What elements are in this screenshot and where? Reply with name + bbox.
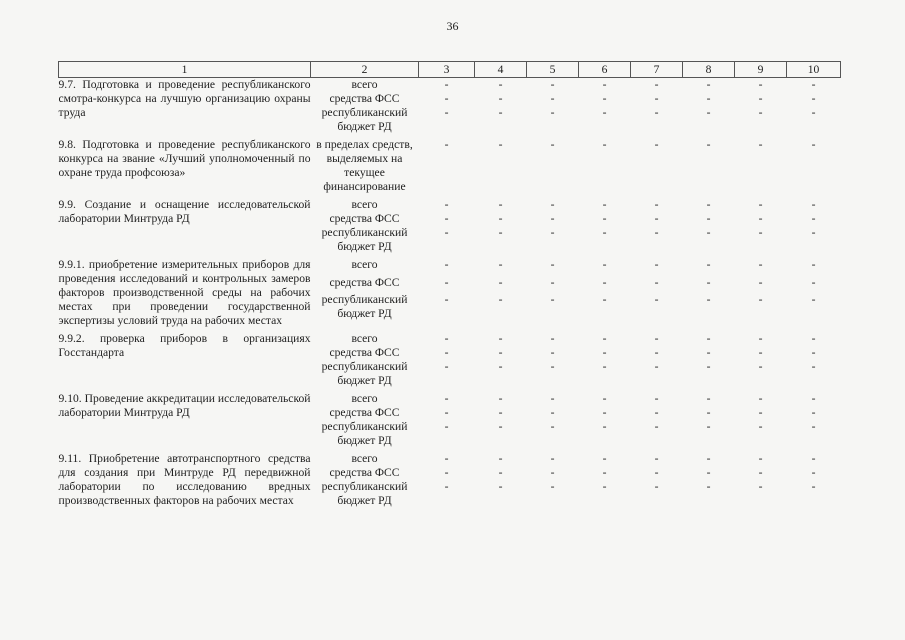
table-cell: - (654, 106, 659, 119)
table-cell: - (654, 212, 659, 225)
table-cell: - (602, 92, 607, 105)
funding-source: средства ФСС (329, 212, 400, 225)
table-cell: - (811, 258, 816, 271)
funding-source: республиканский бюджет РД (321, 420, 408, 447)
table-cell: - (811, 392, 816, 405)
table-cell: - (602, 275, 607, 289)
table-cell: - (550, 138, 555, 151)
table-cell: - (811, 92, 816, 105)
header-row (59, 62, 841, 78)
column-header: 8 (683, 62, 735, 78)
table-cell: - (444, 293, 449, 306)
table-cell: - (811, 360, 816, 373)
table-cell: - (758, 332, 763, 345)
table-cell: - (602, 480, 607, 493)
table-row (59, 198, 841, 212)
funding-source: республиканский бюджет РД (321, 226, 408, 253)
table-cell: - (498, 258, 503, 271)
table-cell: - (811, 106, 816, 119)
funding-source: средства ФСС (329, 406, 400, 419)
table-cell: - (444, 406, 449, 419)
table-cell: - (550, 293, 555, 306)
table-cell: - (706, 78, 711, 91)
table-cell: - (444, 106, 449, 119)
table-cell: - (602, 106, 607, 119)
funding-source: республиканский бюджет РД (321, 360, 408, 387)
table-cell: - (654, 452, 659, 465)
table-cell: - (602, 466, 607, 479)
table-row (59, 258, 841, 276)
column-header: 1 (59, 62, 311, 78)
table-cell: - (758, 406, 763, 419)
table-cell: - (550, 212, 555, 225)
table-cell: - (758, 258, 763, 271)
table-cell: - (550, 275, 555, 289)
page-number: 36 (446, 19, 459, 33)
table-cell: - (444, 452, 449, 465)
table-cell: - (758, 420, 763, 433)
table-cell: - (602, 392, 607, 405)
column-header: 10 (787, 62, 841, 78)
table-cell: - (758, 212, 763, 225)
measure-description: 9.9.2. проверка приборов в организациях Госстандарта (58, 332, 311, 359)
column-header: 9 (735, 62, 787, 78)
table-cell: - (602, 78, 607, 91)
table-cell: - (602, 212, 607, 225)
table-cell: - (444, 466, 449, 479)
table-cell: - (811, 332, 816, 345)
table-cell: - (758, 78, 763, 91)
table-cell: - (811, 275, 816, 289)
table-cell: - (498, 332, 503, 345)
table-row (59, 332, 841, 346)
table-cell: - (758, 392, 763, 405)
table-cell: - (654, 360, 659, 373)
measure-description: 9.9. Создание и оснащение исследовательской лаборатории Минтруда РД (58, 198, 311, 225)
table-cell: - (706, 198, 711, 211)
table-cell: - (550, 420, 555, 433)
table-cell: - (444, 346, 449, 359)
table-cell: - (811, 293, 816, 306)
table-cell: - (758, 346, 763, 359)
funding-source: республиканский бюджет РД (321, 293, 408, 320)
table-cell: - (811, 78, 816, 91)
table-cell: - (758, 226, 763, 239)
table-cell: - (811, 420, 816, 433)
table-cell: - (811, 406, 816, 419)
table-cell: - (654, 406, 659, 419)
table-cell: - (706, 275, 711, 289)
table-cell: - (758, 275, 763, 289)
table-cell: - (602, 258, 607, 271)
table-cell: - (654, 78, 659, 91)
table-cell: - (654, 466, 659, 479)
table-cell: - (498, 420, 503, 433)
table-cell: - (706, 406, 711, 419)
table-cell: - (811, 452, 816, 465)
funding-source: всего (351, 78, 378, 91)
table-cell: - (602, 346, 607, 359)
table-cell: - (444, 332, 449, 345)
table-cell: - (498, 452, 503, 465)
table-cell: - (498, 406, 503, 419)
table-cell: - (602, 406, 607, 419)
table-cell: - (758, 293, 763, 306)
table-cell: - (550, 480, 555, 493)
table-cell: - (811, 466, 816, 479)
table-cell: - (706, 258, 711, 271)
table-cell: - (706, 452, 711, 465)
table-cell: - (498, 346, 503, 359)
table-cell: - (654, 258, 659, 271)
table-cell: - (811, 198, 816, 211)
table-cell: - (654, 332, 659, 345)
table-cell: - (498, 212, 503, 225)
table-cell: - (758, 360, 763, 373)
table-cell: - (550, 332, 555, 345)
table-body (59, 78, 841, 509)
table-cell: - (654, 226, 659, 239)
table-cell: - (550, 106, 555, 119)
table-cell: - (706, 293, 711, 306)
table-cell: - (706, 360, 711, 373)
table-cell: - (444, 480, 449, 493)
table-cell: - (498, 106, 503, 119)
measure-description: 9.9.1. приобретение измерительных приборов для проведения исследований и контрольных замеров факторов производственной среды на рабочих местах при проведении государственной экспертизы условий труда на рабочих местах (58, 258, 311, 327)
table-cell: - (706, 226, 711, 239)
table-cell: - (550, 360, 555, 373)
table-cell: - (811, 226, 816, 239)
table-cell: - (654, 198, 659, 211)
table-cell: - (444, 226, 449, 239)
table-cell: - (550, 346, 555, 359)
funding-source: всего (351, 198, 378, 211)
funding-source: в пределах средств, выделяемых на текущее финансирование (316, 138, 413, 193)
funding-source: средства ФСС (329, 275, 400, 289)
table-cell: - (444, 198, 449, 211)
column-header: 6 (579, 62, 631, 78)
table-cell: - (602, 452, 607, 465)
table-cell: - (811, 480, 816, 493)
funding-source: республиканский бюджет РД (321, 106, 408, 133)
column-header: 7 (631, 62, 683, 78)
table-cell: - (758, 198, 763, 211)
funding-source: средства ФСС (329, 346, 400, 359)
table-cell: - (550, 226, 555, 239)
table-cell: - (444, 92, 449, 105)
table-cell: - (706, 346, 711, 359)
table-cell: - (758, 92, 763, 105)
table-cell: - (758, 466, 763, 479)
funding-source: республиканский бюджет РД (321, 480, 408, 507)
table-cell: - (811, 138, 816, 151)
table-cell: - (550, 258, 555, 271)
table-cell: - (602, 138, 607, 151)
table-cell: - (444, 138, 449, 151)
table-cell: - (654, 138, 659, 151)
table-cell: - (498, 138, 503, 151)
table-row (59, 452, 841, 466)
table-cell: - (444, 275, 449, 289)
table-cell: - (706, 138, 711, 151)
column-header: 2 (311, 62, 419, 78)
table-cell: - (498, 226, 503, 239)
table-row (59, 78, 841, 93)
column-header: 4 (475, 62, 527, 78)
table-cell: - (444, 258, 449, 271)
table-cell: - (654, 392, 659, 405)
measure-description: 9.10. Проведение аккредитации исследовательской лаборатории Минтруда РД (58, 392, 311, 419)
funding-source: всего (351, 332, 378, 345)
table-cell: - (811, 346, 816, 359)
funding-source: средства ФСС (329, 92, 400, 105)
table-cell: - (498, 466, 503, 479)
table-cell: - (550, 452, 555, 465)
funding-source: всего (351, 258, 378, 271)
measure-description: 9.11. Приобретение автотранспортного средства для создания при Минтруде РД передвижной лаборатории по исследованию вредных производственных факторов на рабочих местах (58, 452, 311, 507)
financing-table (58, 61, 841, 508)
funding-source: средства ФСС (329, 466, 400, 479)
table-cell: - (498, 78, 503, 91)
table-cell: - (706, 466, 711, 479)
table-cell: - (444, 360, 449, 373)
table-cell: - (758, 106, 763, 119)
table-cell: - (550, 466, 555, 479)
table-row (59, 392, 841, 406)
table-cell: - (654, 346, 659, 359)
table-cell: - (444, 420, 449, 433)
table-cell: - (706, 420, 711, 433)
funding-source: всего (351, 452, 378, 465)
table-cell: - (444, 212, 449, 225)
table-cell: - (602, 293, 607, 306)
table-cell: - (602, 420, 607, 433)
table-cell: - (498, 392, 503, 405)
table-cell: - (654, 420, 659, 433)
table-cell: - (550, 198, 555, 211)
table-cell: - (550, 78, 555, 91)
table-cell: - (498, 293, 503, 306)
table-cell: - (758, 480, 763, 493)
table-cell: - (550, 392, 555, 405)
table-cell: - (706, 106, 711, 119)
table-cell: - (811, 212, 816, 225)
table-cell: - (444, 78, 449, 91)
table-cell: - (654, 275, 659, 289)
column-header: 5 (527, 62, 579, 78)
column-header: 3 (419, 62, 475, 78)
table-cell: - (550, 92, 555, 105)
table-cell: - (602, 332, 607, 345)
table-cell: - (706, 332, 711, 345)
table-row (59, 138, 841, 194)
table-cell: - (498, 275, 503, 289)
table-cell: - (654, 480, 659, 493)
table-cell: - (706, 212, 711, 225)
table-cell: - (706, 480, 711, 493)
table-cell: - (706, 392, 711, 405)
table-cell: - (758, 138, 763, 151)
table-cell: - (444, 392, 449, 405)
table-cell: - (498, 360, 503, 373)
table-cell: - (602, 198, 607, 211)
table-cell: - (602, 226, 607, 239)
table-cell: - (602, 360, 607, 373)
table-cell: - (654, 293, 659, 306)
funding-source: всего (351, 392, 378, 405)
measure-description: 9.7. Подготовка и проведение республиканского смотра-конкурса на лучшую организацию охраны труда (58, 78, 311, 119)
measure-description: 9.8. Подготовка и проведение республиканского конкурса на звание «Лучший уполномоченный по охране труда профсоюза» (58, 138, 311, 179)
table-cell: - (498, 480, 503, 493)
table-cell: - (758, 452, 763, 465)
table-cell: - (654, 92, 659, 105)
table-cell: - (550, 406, 555, 419)
table-cell: - (706, 92, 711, 105)
table-cell: - (498, 198, 503, 211)
table-cell: - (498, 92, 503, 105)
